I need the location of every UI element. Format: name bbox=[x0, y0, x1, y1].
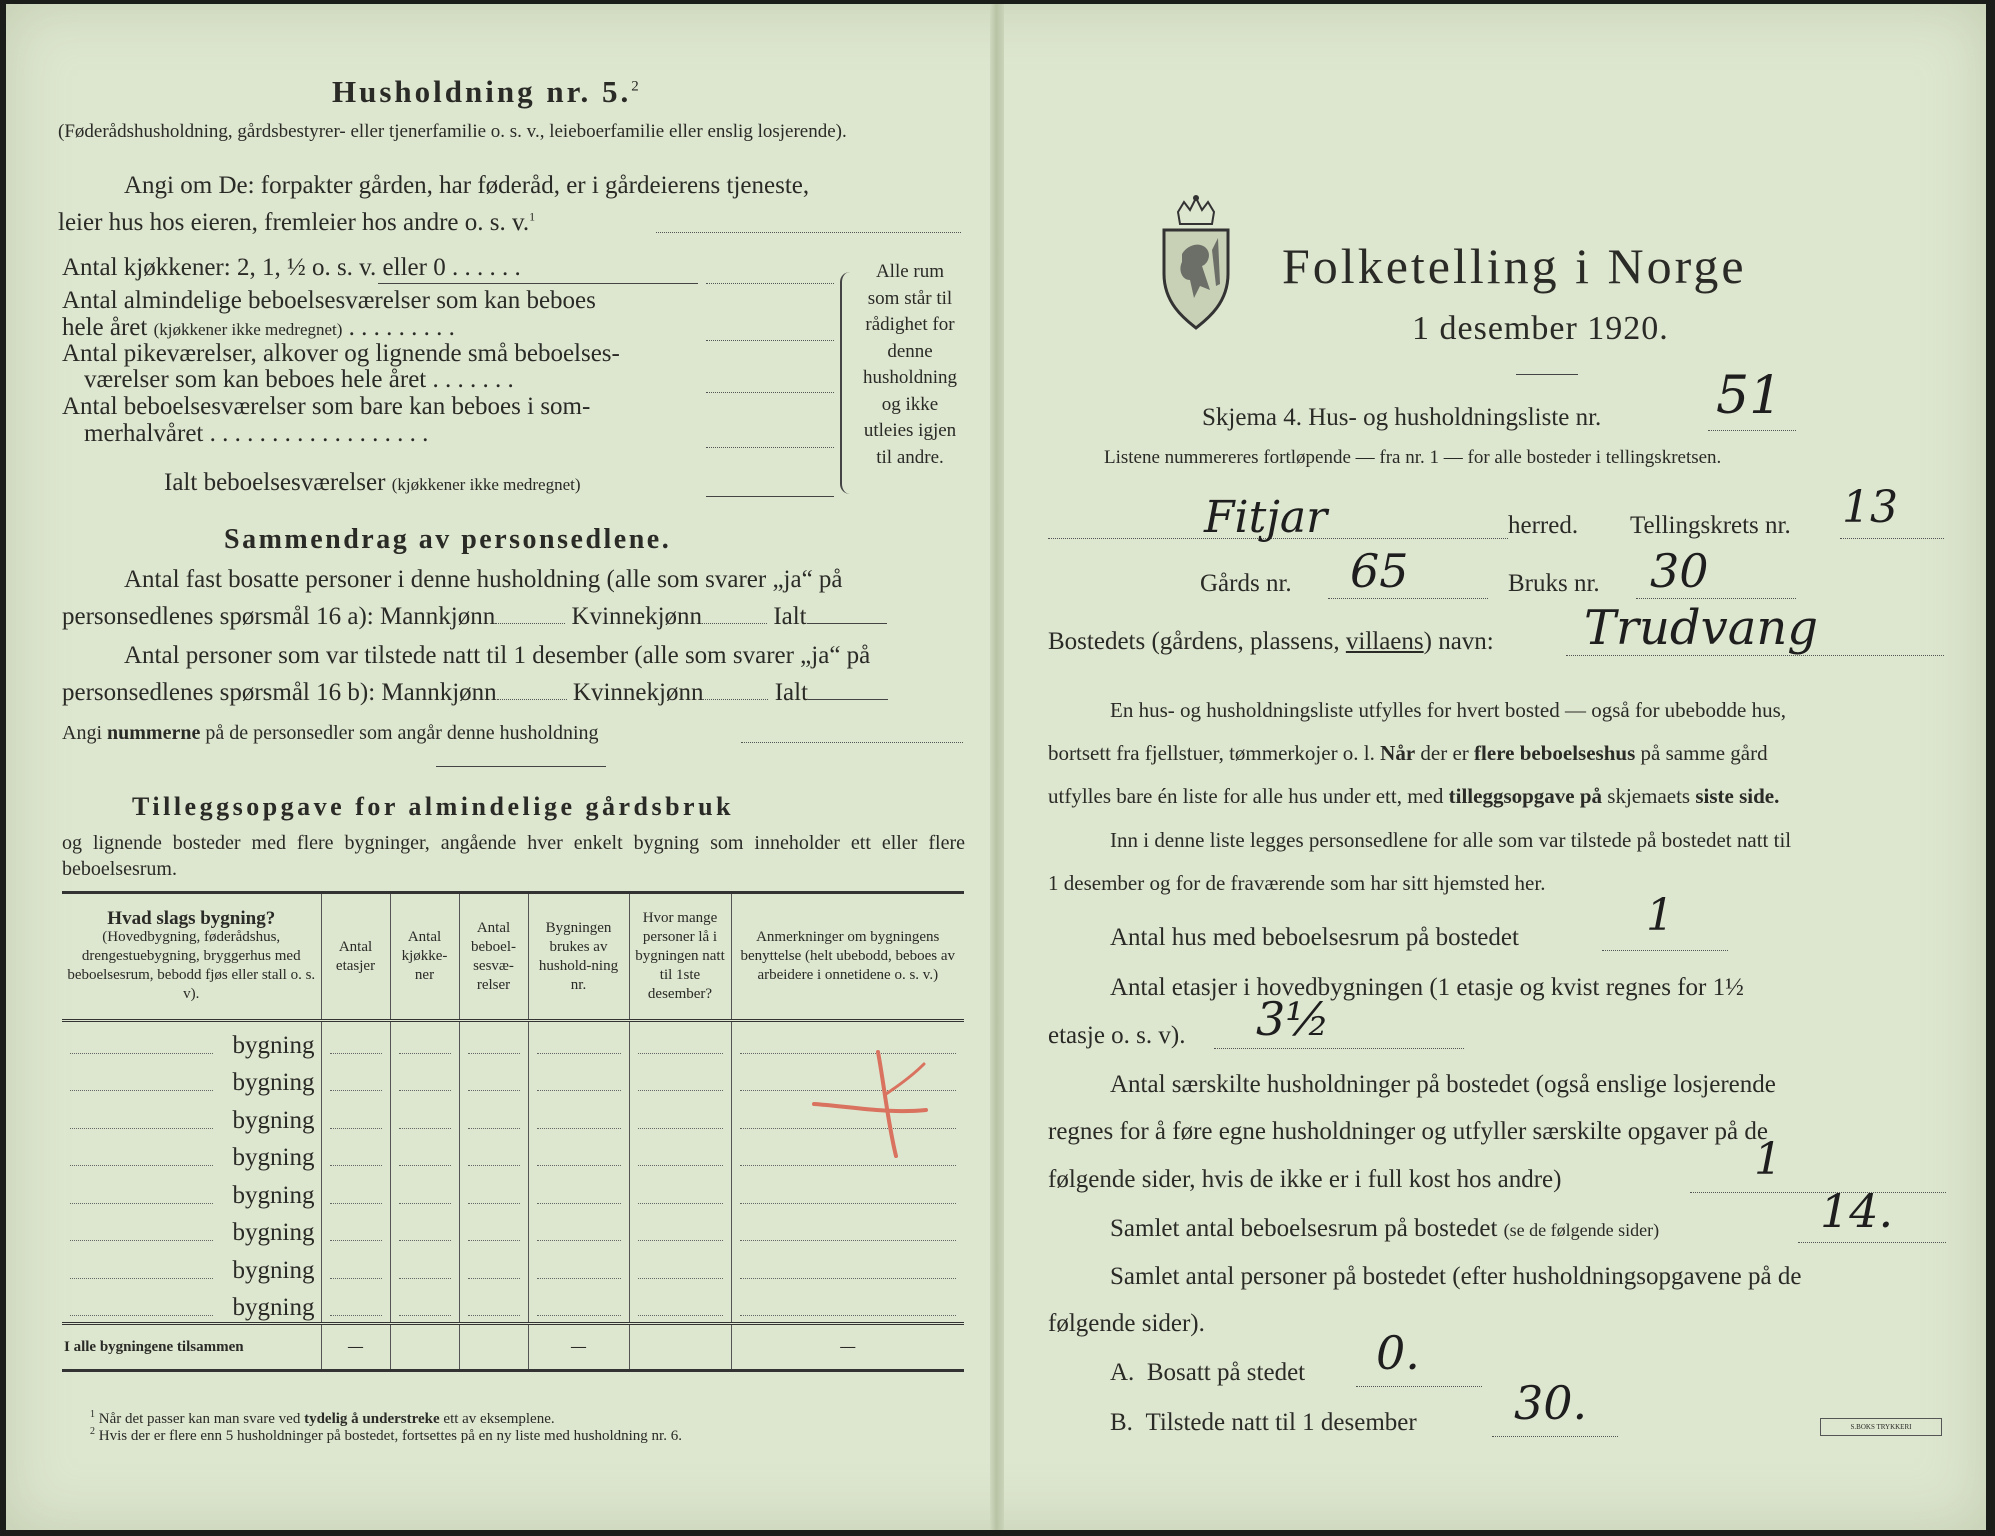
total-label: I alle bygningene tilsammen bbox=[62, 1324, 321, 1371]
saer-line-3: følgende sider, hvis de ikke er i full kost hos andre) bbox=[1048, 1166, 1562, 1193]
etasjer-line-1: Antal etasjer i hovedbygningen (1 etasje og kvist regnes for 1½ bbox=[1110, 974, 1744, 1001]
total-vaerelser bbox=[459, 1324, 528, 1371]
hus-value: 1 bbox=[1646, 890, 1674, 941]
samlet-rum-text: Samlet antal beboelsesrum på bostedet bbox=[1110, 1215, 1498, 1242]
bosatt-letter: A. bbox=[1110, 1359, 1135, 1386]
building-row-cell bbox=[321, 1172, 390, 1210]
building-row-cell bbox=[390, 1247, 459, 1285]
info-2-mid: der er bbox=[1415, 741, 1475, 765]
building-row bbox=[62, 1247, 964, 1285]
building-row-label: bygning bbox=[62, 1285, 321, 1324]
building-row-cell bbox=[459, 1285, 528, 1324]
bruks-line bbox=[1636, 598, 1796, 599]
building-row-cell bbox=[321, 1285, 390, 1324]
angi-line-1: Angi om De: forpakter gården, har føderåd, er i gårdeierens tjeneste, bbox=[124, 172, 810, 199]
building-row-cell bbox=[629, 1172, 731, 1210]
header-husholdning: Bygningen brukes av hushold-ning nr. bbox=[528, 893, 629, 1021]
skjema-label: Skjema 4. Hus- og husholdningsliste nr. bbox=[1202, 404, 1602, 431]
herred-label: herred. bbox=[1508, 512, 1579, 539]
info-2-post: på samme gård bbox=[1635, 741, 1768, 765]
samlet-pers-line-1: Samlet antal personer på bostedet (efter husholdningsopgavene på de bbox=[1110, 1263, 1802, 1290]
kjokkener-underline bbox=[378, 283, 698, 284]
header-etasjer: Antal etasjer bbox=[321, 893, 390, 1021]
bosatt-value: 0. bbox=[1376, 1326, 1420, 1380]
alm-answer-line bbox=[706, 340, 834, 341]
p1b-ialt: Ialt bbox=[773, 603, 807, 630]
building-row-cell bbox=[528, 1285, 629, 1324]
building-table-header bbox=[62, 893, 964, 1021]
household-title-sup: 2 bbox=[631, 78, 639, 95]
tilstede-letter: B. bbox=[1110, 1409, 1133, 1436]
samlet-rum-small: (se de følgende sider) bbox=[1503, 1220, 1660, 1240]
info-line-1: En hus- og husholdningsliste utfylles for hvert bosted — også for ubebodde hus, bbox=[1110, 698, 1786, 722]
building-row bbox=[62, 1285, 964, 1324]
ialt-rooms bbox=[164, 469, 581, 497]
building-row-cell bbox=[390, 1135, 459, 1173]
building-row-cell bbox=[459, 1135, 528, 1173]
building-row-cell bbox=[390, 1210, 459, 1248]
samlet-rum bbox=[1110, 1215, 1659, 1243]
census-form-sheet bbox=[6, 4, 1986, 1530]
footnote-1-post: ett av eksemplene. bbox=[439, 1411, 555, 1427]
alm-label-1: Antal almindelige beboelsesværelser som kan beboes bbox=[62, 287, 596, 314]
alm-label-2-small: (kjøkkener ikke medregnet) bbox=[153, 320, 343, 339]
alm-label-2: hele året (kjøkkener ikke medregnet) . . . . . . . . . bbox=[62, 314, 455, 341]
samlet-pers-line-2: følgende sider). bbox=[1048, 1310, 1205, 1337]
building-row-cell bbox=[528, 1172, 629, 1210]
building-row-cell bbox=[321, 1135, 390, 1173]
building-row-cell bbox=[459, 1097, 528, 1135]
building-row-cell bbox=[459, 1172, 528, 1210]
building-row-cell bbox=[731, 1210, 964, 1248]
header-building-type-small: (Hovedbygning, føderådshus, drengestuebygning, bryggerhus med beboelsesrum, bebodd fjøs eller stall o. s. v). bbox=[67, 929, 316, 1002]
angi-sup: 1 bbox=[529, 209, 536, 224]
main-date: 1 desember 1920. bbox=[1412, 310, 1669, 347]
p1b-kvinne: Kvinnekjønn bbox=[571, 603, 703, 630]
bosted-pre: Bostedets (gårdens, plassens, bbox=[1048, 628, 1346, 655]
bruks-label: Bruks nr. bbox=[1508, 570, 1600, 597]
tillegg-title: Tilleggsopgave for almindelige gårdsbruk bbox=[132, 792, 735, 821]
main-title: Folketelling i Norge bbox=[1282, 238, 1747, 294]
bosted-underlined: villaens bbox=[1345, 628, 1424, 655]
sommer-label-2: merhalvåret . . . . . . . . . . . . . . . . . . bbox=[84, 420, 429, 447]
samlet-rum-line bbox=[1798, 1242, 1946, 1243]
nummerne-answer-line bbox=[741, 742, 963, 743]
building-row-cell bbox=[321, 1097, 390, 1135]
p1b-text: personsedlenes spørsmål 16 a): Mannkjønn bbox=[62, 603, 496, 630]
building-row-label: bygning bbox=[62, 1247, 321, 1285]
footnote-2 bbox=[90, 1426, 682, 1445]
kjokkener-answer-line bbox=[706, 283, 834, 284]
bosatt-line bbox=[1356, 1386, 1482, 1387]
info-line-3 bbox=[1048, 784, 1948, 809]
header-vaerelser: Antal beboel-sesvæ-relser bbox=[459, 893, 528, 1021]
ialt-rooms-small: (kjøkkener ikke medregnet) bbox=[391, 475, 581, 494]
building-row-label: bygning bbox=[62, 1097, 321, 1135]
pike-label-1: Antal pikeværelser, alkover og lignende små beboelses- bbox=[62, 340, 620, 367]
info-3-b2: siste side. bbox=[1695, 784, 1780, 808]
info-3-b1: tilleggsopgave på bbox=[1448, 784, 1603, 808]
footnote-1-bold: tydelig å understreke bbox=[304, 1411, 440, 1427]
bosatt-row bbox=[1110, 1359, 1305, 1387]
building-row bbox=[62, 1210, 964, 1248]
samlet-rum-value: 14. bbox=[1820, 1184, 1894, 1238]
building-row-cell bbox=[528, 1097, 629, 1135]
info-2-b2: flere beboelseshus bbox=[1474, 741, 1636, 765]
building-row-cell bbox=[459, 1060, 528, 1098]
building-row-cell bbox=[459, 1021, 528, 1060]
rooms-brace bbox=[840, 272, 856, 494]
building-row-cell bbox=[321, 1247, 390, 1285]
saer-value: 1 bbox=[1754, 1134, 1782, 1185]
building-row-cell bbox=[629, 1097, 731, 1135]
total-personer bbox=[629, 1324, 731, 1371]
angi-line-2 bbox=[58, 209, 535, 237]
total-husholdning: — bbox=[528, 1324, 629, 1371]
listene-note: Listene nummereres fortløpende — fra nr. 1 — for alle bosteder i tellingskretsen. bbox=[1104, 447, 1722, 468]
tilstede-text: Tilstede natt til 1 desember bbox=[1145, 1409, 1417, 1436]
building-row-cell bbox=[528, 1135, 629, 1173]
building-row-label: bygning bbox=[62, 1021, 321, 1060]
total-anmerkninger: — bbox=[731, 1324, 964, 1371]
skjema-line bbox=[1708, 430, 1796, 431]
building-row-cell bbox=[321, 1060, 390, 1098]
info-2-b1: Når bbox=[1380, 741, 1416, 765]
header-anmerkninger: Anmerkninger om bygningens benyttelse (helt ubebodd, beboes av arbeidere i onnetidene o. s. v.) bbox=[731, 893, 964, 1021]
skjema-value: 51 bbox=[1716, 366, 1783, 426]
sammendrag-p1b bbox=[62, 603, 967, 631]
norway-coat-of-arms bbox=[1154, 194, 1238, 334]
building-row-cell bbox=[629, 1060, 731, 1098]
tilstede-row bbox=[1110, 1409, 1417, 1437]
etasjer-value: 3½ bbox=[1256, 992, 1330, 1046]
title-rule bbox=[1516, 374, 1578, 375]
bosted-post: ) navn: bbox=[1423, 628, 1494, 655]
ialt-answer-line bbox=[706, 496, 834, 497]
bosted-label bbox=[1048, 628, 1494, 656]
household-title-text: Husholdning nr. 5. bbox=[332, 74, 632, 109]
info-3-pre: utfylles bare én liste for alle hus under ett, med bbox=[1048, 784, 1449, 808]
building-row-cell bbox=[629, 1247, 731, 1285]
building-row-cell bbox=[459, 1247, 528, 1285]
footnote-2-text: Hvis der er flere enn 5 husholdninger på bostedet, fortsettes på en ny liste med husholdning nr. 6. bbox=[98, 1428, 682, 1444]
sammendrag-p2b bbox=[62, 679, 967, 707]
building-row-cell bbox=[731, 1172, 964, 1210]
gards-value: 65 bbox=[1350, 544, 1409, 598]
building-row-cell bbox=[528, 1060, 629, 1098]
tellingskrets-label: Tellingskrets nr. bbox=[1630, 512, 1791, 539]
angi-answer-line bbox=[656, 232, 961, 233]
tellingskrets-line bbox=[1840, 538, 1944, 539]
building-row-cell bbox=[629, 1285, 731, 1324]
pike-answer-line bbox=[706, 392, 834, 393]
sommer-answer-line bbox=[706, 447, 834, 448]
building-row bbox=[62, 1172, 964, 1210]
header-personer: Hvor mange personer lå i bygningen natt til 1ste desember? bbox=[629, 893, 731, 1021]
building-row-label: bygning bbox=[62, 1135, 321, 1173]
etasjer-line-2: etasje o. s. v). bbox=[1048, 1022, 1186, 1049]
building-row-cell bbox=[528, 1210, 629, 1248]
page-fold bbox=[990, 4, 1004, 1530]
red-pencil-mark bbox=[806, 1044, 966, 1164]
sammendrag-p1a: Antal fast bosatte personer i denne husholdning (alle som svarer „ja“ på bbox=[124, 566, 843, 593]
building-row-cell bbox=[629, 1210, 731, 1248]
sammendrag-p2a: Antal personer som var tilstede natt til 1 desember (alle som svarer „ja“ på bbox=[124, 642, 871, 669]
header-building-type-bold: Hvad slags bygning? bbox=[107, 908, 276, 929]
building-row-cell bbox=[390, 1097, 459, 1135]
sommer-label-1: Antal beboelsesværelser som bare kan beboes i som- bbox=[62, 393, 591, 420]
alm-label-2-text: hele året bbox=[62, 314, 148, 341]
building-row-cell bbox=[629, 1021, 731, 1060]
building-row-cell bbox=[390, 1172, 459, 1210]
gards-label: Gårds nr. bbox=[1200, 570, 1292, 597]
footnote-1-pre: Når det passer kan man svare ved bbox=[98, 1411, 305, 1427]
ialt-rooms-text: Ialt beboelsesværelser bbox=[164, 469, 386, 496]
etasjer-answer-line bbox=[1214, 1048, 1464, 1049]
building-row-cell bbox=[390, 1021, 459, 1060]
info-line-4: Inn i denne liste legges personsedlene for alle som var tilstede på bostedet natt til bbox=[1110, 828, 1792, 852]
angi-nummerne bbox=[62, 722, 599, 745]
tilstede-value: 30. bbox=[1514, 1376, 1588, 1430]
printer-stamp-text: S.BOKS TRYKKERI bbox=[1850, 1423, 1912, 1431]
saer-answer-line bbox=[1690, 1192, 1946, 1193]
building-row-label: bygning bbox=[62, 1210, 321, 1248]
header-kjokkener: Antal kjøkke-ner bbox=[390, 893, 459, 1021]
kjokkener-label: Antal kjøkkener: 2, 1, ½ o. s. v. eller 0 . . . . . . bbox=[62, 254, 521, 281]
building-row-cell bbox=[321, 1210, 390, 1248]
building-row-label: bygning bbox=[62, 1172, 321, 1210]
rooms-side-note: Alle rum som står til rådighet for denne husholdning og ikke utleies igjen til andre. bbox=[863, 261, 957, 468]
info-line-5: 1 desember og for de fraværende som har sitt hjemsted her. bbox=[1048, 871, 1546, 895]
fn1-num: 1 bbox=[90, 1409, 95, 1420]
angi-nummerne-post: på de personsedler som angår denne husholdning bbox=[200, 722, 599, 744]
building-row-cell bbox=[731, 1247, 964, 1285]
bosted-value: Trudvang bbox=[1584, 600, 1818, 656]
pike-label-2: værelser som kan beboes hele året . . . . . . . bbox=[84, 366, 514, 393]
info-line-2 bbox=[1048, 741, 1948, 766]
info-3-mid: skjemaets bbox=[1602, 784, 1696, 808]
p2b-kvinne: Kvinnekjønn bbox=[572, 679, 704, 706]
hus-line bbox=[1602, 950, 1728, 951]
household-paren: (Føderådshusholdning, gårdsbestyrer- eller tjenerfamilie o. s. v., leieboerfamilie eller enslig losjerende). bbox=[58, 121, 847, 142]
p2b-text: personsedlenes spørsmål 16 b): Mannkjønn bbox=[62, 679, 497, 706]
building-total-row bbox=[62, 1324, 964, 1371]
bruks-value: 30 bbox=[1650, 544, 1709, 598]
herred-value: Fitjar bbox=[1204, 492, 1328, 543]
building-row-label: bygning bbox=[62, 1060, 321, 1098]
tellingskrets-value: 13 bbox=[1842, 482, 1898, 533]
tilstede-line bbox=[1492, 1436, 1618, 1437]
info-2-pre: bortsett fra fjellstuer, tømmerkojer o. l. bbox=[1048, 741, 1381, 765]
gards-line bbox=[1328, 598, 1488, 599]
building-row-cell bbox=[629, 1135, 731, 1173]
building-row-cell bbox=[390, 1060, 459, 1098]
saer-line-2: regnes for å føre egne husholdninger og utfyller særskilte opgaver på de bbox=[1048, 1118, 1768, 1145]
angi-nummerne-bold: nummerne bbox=[107, 722, 201, 744]
building-row-cell bbox=[321, 1021, 390, 1060]
household-title bbox=[332, 74, 639, 110]
total-kjokkener bbox=[390, 1324, 459, 1371]
building-row-cell bbox=[528, 1247, 629, 1285]
p2b-ialt: Ialt bbox=[774, 679, 809, 706]
divider-short bbox=[436, 766, 606, 767]
building-row-cell bbox=[459, 1210, 528, 1248]
angi-line-2-text: leier hus hos eieren, fremleier hos andre o. s. v. bbox=[58, 209, 530, 236]
bosatt-text: Bosatt på stedet bbox=[1146, 1359, 1306, 1386]
fn2-num: 2 bbox=[90, 1426, 95, 1437]
total-etasjer: — bbox=[321, 1324, 390, 1371]
angi-nummerne-pre: Angi bbox=[62, 722, 107, 744]
hus-label: Antal hus med beboelsesrum på bostedet bbox=[1110, 924, 1519, 951]
building-row-cell bbox=[528, 1021, 629, 1060]
tillegg-sub: og lignende bosteder med flere bygninger, angående hver enkelt bygning som inneholder ett eller flere beboelsesrum. bbox=[62, 832, 965, 880]
sammendrag-title: Sammendrag av personsedlene. bbox=[224, 524, 672, 555]
building-row-cell bbox=[731, 1285, 964, 1324]
building-row-cell bbox=[390, 1285, 459, 1324]
printer-stamp bbox=[1820, 1418, 1942, 1436]
header-building-type bbox=[62, 893, 321, 1021]
saer-line-1: Antal særskilte husholdninger på bostedet (også enslige losjerende bbox=[1110, 1071, 1776, 1098]
